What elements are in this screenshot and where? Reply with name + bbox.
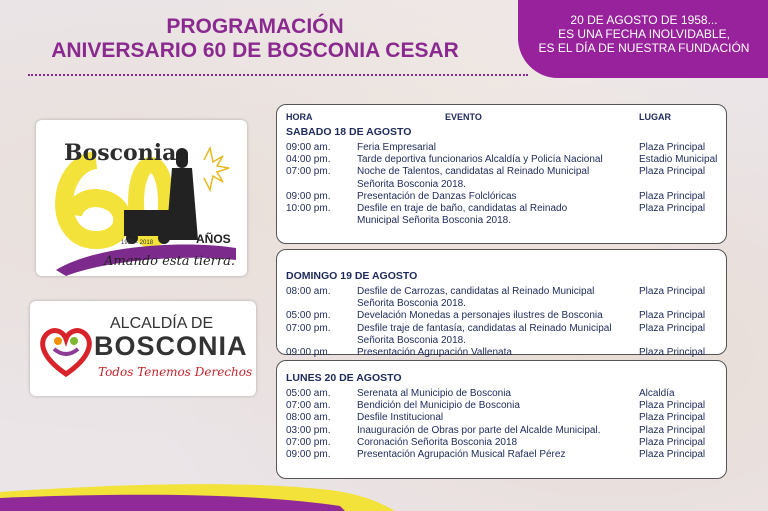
event-description: Desfile traje de fantasía, candidatas al Reinado Municipal	[357, 322, 612, 334]
event-location: Plaza Principal	[639, 190, 706, 202]
event-time: 07:00 pm.	[286, 166, 331, 178]
event-description: Señorita Bosconia 2018.	[357, 178, 466, 190]
event-time: 10:00 pm.	[286, 203, 331, 214]
event-time: 05:00 am.	[286, 388, 331, 399]
event-description: Presentación Agrupación Musical Rafael Pérez	[357, 449, 566, 460]
event-description: Desfile de Carrozas, candidatas al Reinado Municipal	[357, 286, 595, 297]
event-location: Plaza Principal	[639, 347, 706, 358]
event-time: 03:00 pm.	[286, 424, 331, 436]
event-description: Presentación de Danzas Folclóricas	[357, 190, 517, 202]
heart-people-icon	[36, 319, 96, 379]
event-time: 04:00 pm.	[286, 154, 331, 166]
event-location: Plaza Principal	[639, 203, 706, 214]
schedule-panel-sunday	[276, 249, 727, 355]
event-description: Desfile en traje de baño, candidatas al Reinado	[357, 203, 568, 214]
day-title: LUNES 20 DE AGOSTO	[286, 372, 402, 384]
event-location: Estadio Municipal	[639, 154, 718, 166]
title-line-2: ANIVERSARIO 60 DE BOSCONIA CESAR	[51, 39, 459, 62]
event-location: Plaza Principal	[639, 142, 706, 153]
page-title	[15, 15, 495, 63]
event-location: Plaza Principal	[639, 400, 706, 412]
event-time: 09:00 am.	[286, 142, 331, 153]
event-time: 05:00 pm.	[286, 310, 331, 322]
event-location: Plaza Principal	[639, 166, 706, 178]
event-time: 08:00 am.	[286, 286, 331, 297]
banner-line-2: ES UNA FECHA INOLVIDABLE,	[558, 27, 730, 41]
dotted-divider	[28, 74, 528, 76]
event-description: Serenata al Municipio de Bosconia	[357, 388, 511, 399]
event-description: Develación Monedas a personajes ilustres de Bosconia	[357, 310, 603, 322]
event-location: Plaza Principal	[639, 412, 706, 424]
event-location: Plaza Principal	[639, 286, 706, 297]
banner-line-3: ES EL DÍA DE NUESTRA FUNDACIÓN	[538, 41, 750, 55]
event-time: 09:00 pm.	[286, 347, 331, 358]
alcaldia-logo	[30, 301, 256, 396]
alcaldia-line-2: BOSCONIA	[94, 331, 248, 361]
day-title: SABADO 18 DE AGOSTO	[286, 126, 412, 138]
event-location: Plaza Principal	[639, 322, 706, 334]
event-time: 07:00 am.	[286, 400, 331, 412]
foundation-banner-text	[524, 13, 764, 55]
event-time: 08:00 am.	[286, 412, 331, 424]
event-description: Inauguración de Obras por parte del Alcalde Municipal.	[357, 424, 601, 436]
bottom-decorative-wave	[0, 478, 768, 511]
anniversary-logo	[36, 120, 247, 276]
event-location: Plaza Principal	[639, 310, 706, 322]
logo-slogan: Amando esta tierra.	[104, 254, 235, 269]
banner-line-1: 20 DE AGOSTO DE 1958...	[570, 13, 718, 27]
logo-anos: AÑOS	[196, 232, 231, 246]
event-time: 09:00 pm.	[286, 190, 331, 202]
alcaldia-line-1: ALCALDÍA DE	[110, 315, 214, 332]
event-location: Plaza Principal	[639, 424, 706, 436]
event-description: Señorita Bosconia 2018.	[357, 334, 466, 346]
logo-years: 1958 - 2018	[121, 240, 154, 246]
event-time: 09:00 pm.	[286, 449, 331, 460]
event-description: Noche de Talentos, candidatas al Reinado Municipal	[357, 166, 590, 178]
event-time: 07:00 pm.	[286, 322, 331, 334]
event-location: Plaza Principal	[639, 436, 706, 448]
event-description: Feria Empresarial	[357, 142, 436, 153]
event-description: Tarde deportiva funcionarios Alcaldía y Policía Nacional	[357, 154, 603, 166]
event-description: Desfile Institucional	[357, 412, 444, 424]
alcaldia-slogan: Todos Tenemos Derechos	[98, 365, 253, 379]
event-description: Bendición del Municipio de Bosconia	[357, 400, 520, 412]
day-title: DOMINGO 19 DE AGOSTO	[286, 270, 418, 282]
event-description: Municipal Señorita Bosconia 2018.	[357, 215, 511, 227]
event-location: Plaza Principal	[639, 449, 706, 460]
title-line-1: PROGRAMACIÓN	[166, 15, 344, 38]
event-location: Alcaldía	[639, 388, 675, 399]
logo-town-name: Bosconia	[64, 140, 177, 166]
event-time: 07:00 pm.	[286, 436, 331, 448]
event-description: Coronación Señorita Bosconia 2018	[357, 436, 518, 448]
event-description: Señorita Bosconia 2018.	[357, 298, 466, 310]
column-header-hora: HORA	[286, 112, 313, 122]
event-description: Presentación Agrupación Vallenata	[357, 347, 512, 358]
column-header-lugar: LUGAR	[639, 112, 671, 122]
column-header-evento: EVENTO	[445, 112, 482, 122]
